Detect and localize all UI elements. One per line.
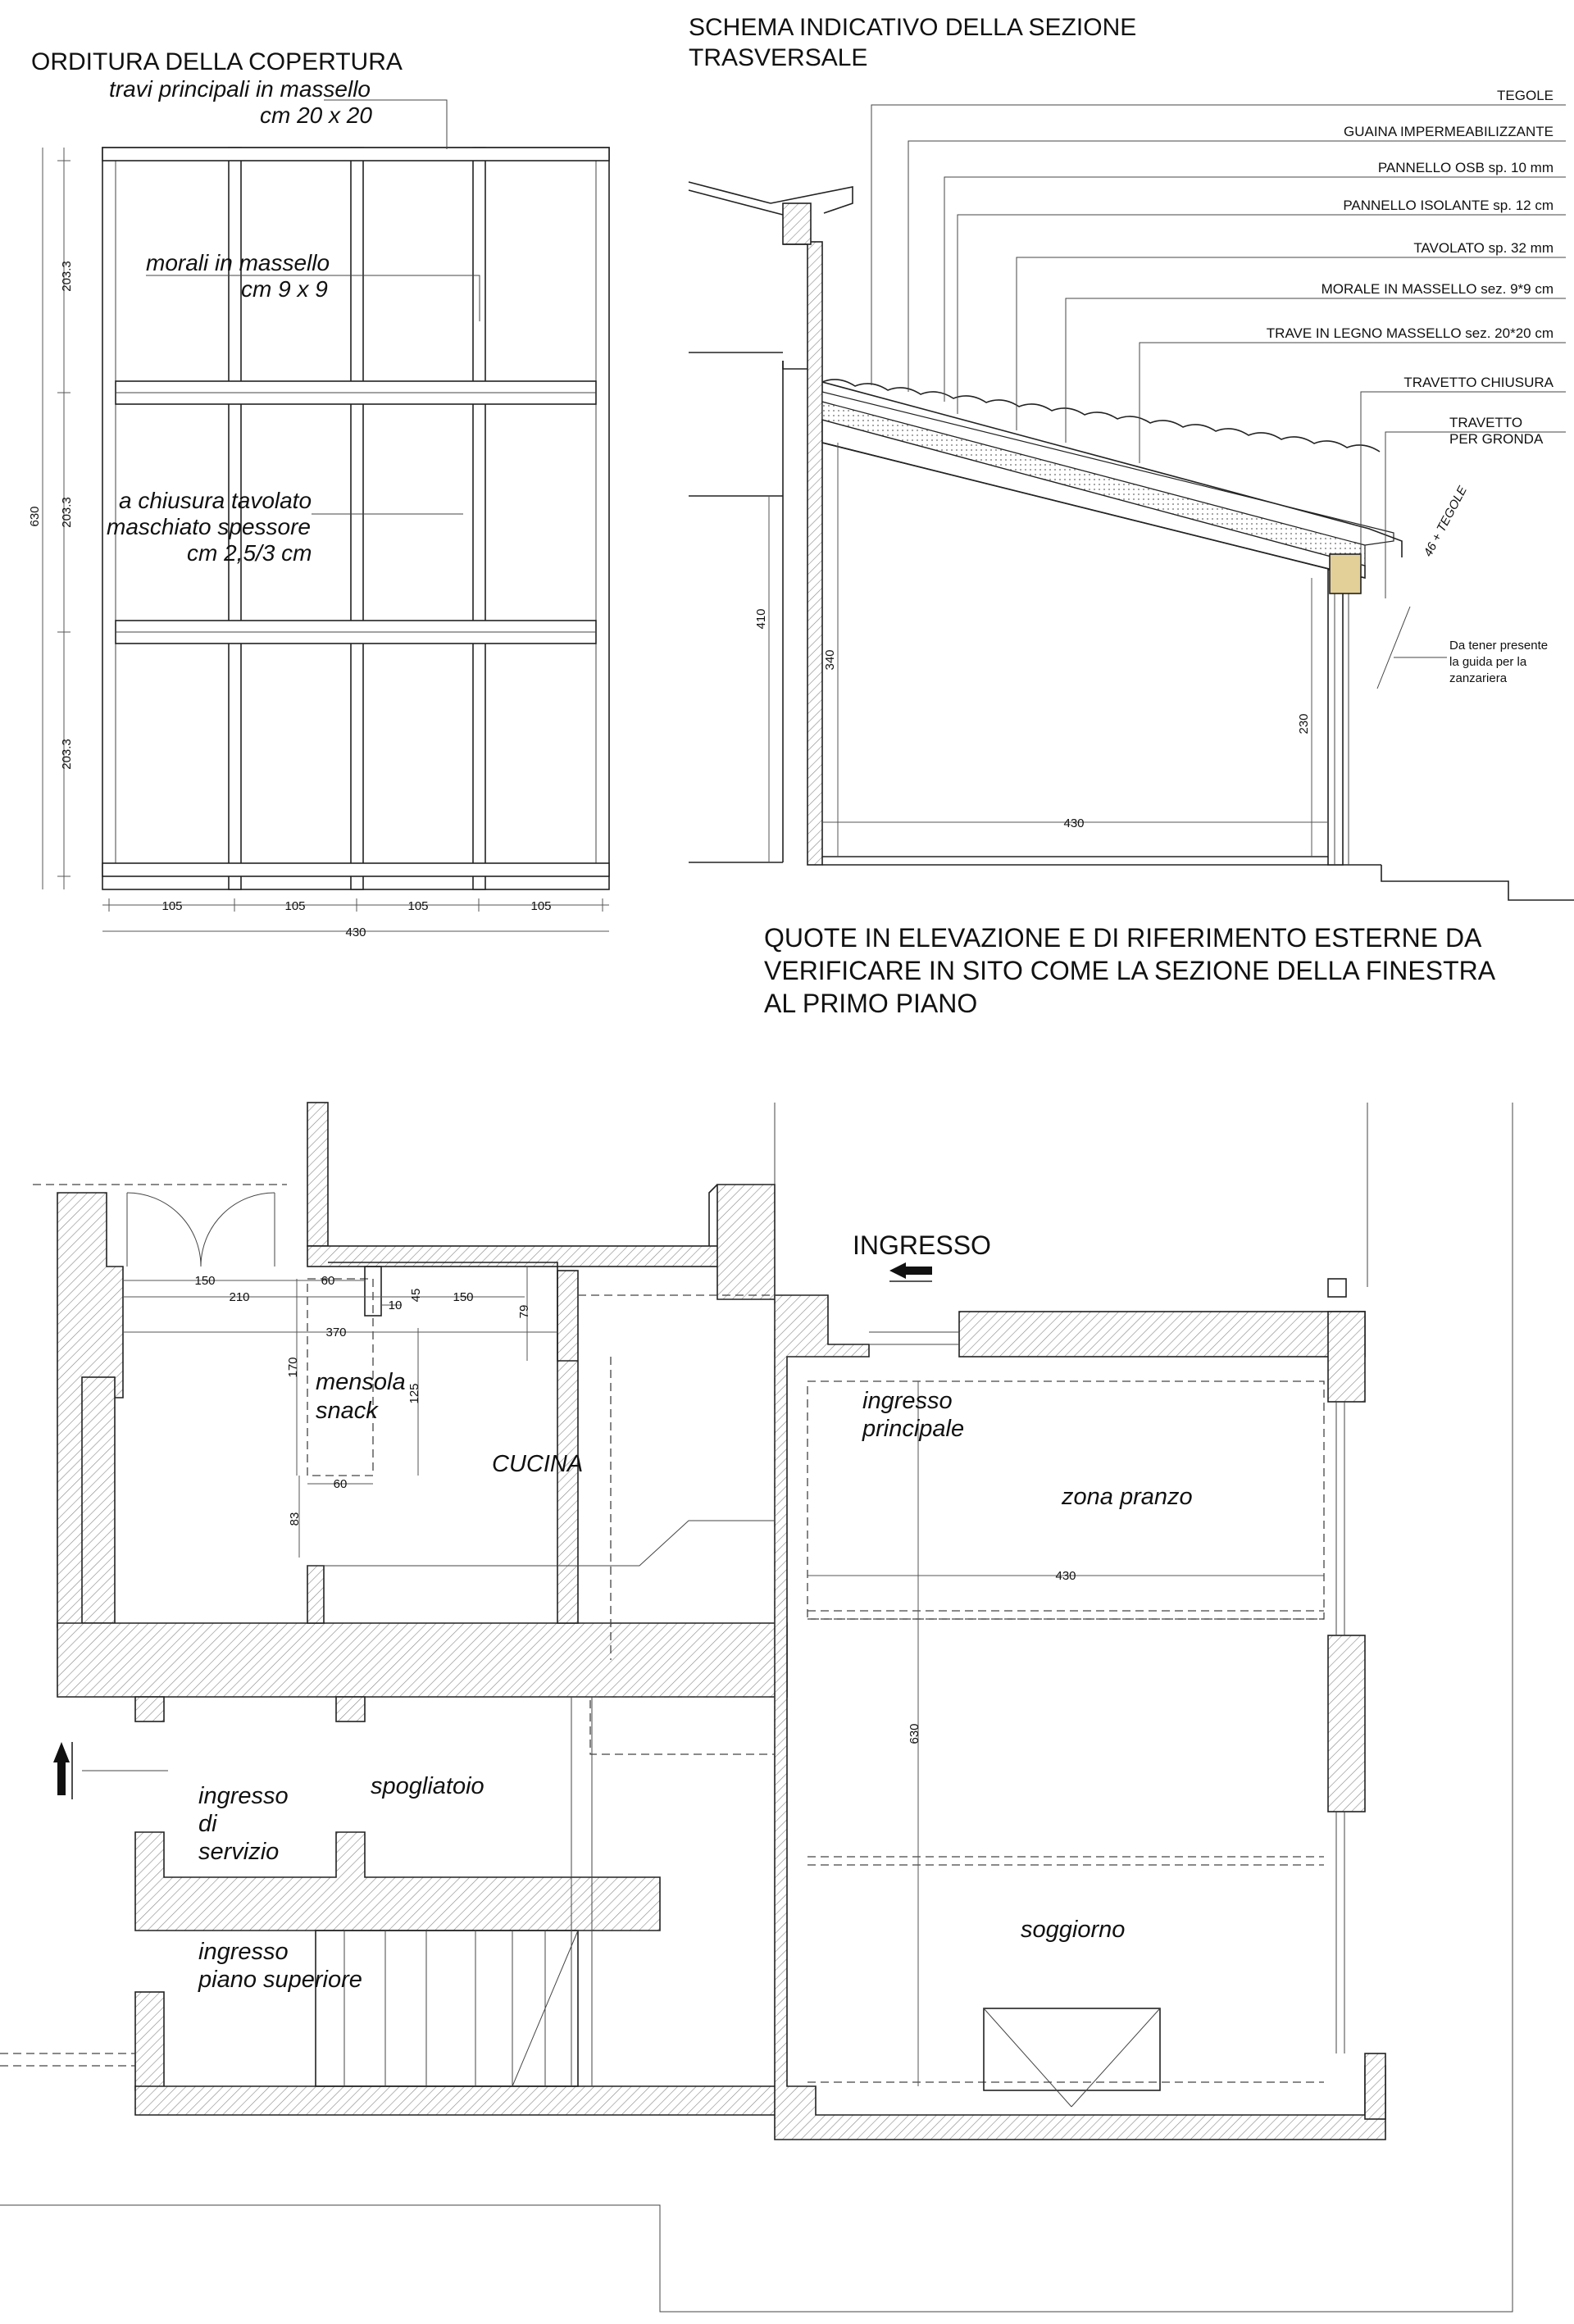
service-entrance-arrow bbox=[53, 1742, 168, 1799]
section-wall bbox=[807, 242, 822, 865]
layer-morale: MORALE IN MASSELLO sez. 9*9 cm bbox=[1321, 281, 1554, 297]
svg-text:79: 79 bbox=[517, 1304, 531, 1319]
gutter-label-2: PER GRONDA bbox=[1449, 431, 1544, 447]
room-ingresso-principale-1: ingresso bbox=[862, 1388, 953, 1414]
svg-text:150: 150 bbox=[194, 1274, 216, 1288]
screen-note-1: Da tener presente bbox=[1449, 639, 1549, 653]
svg-text:210: 210 bbox=[229, 1290, 250, 1304]
beam-note-1: travi principali in massello bbox=[109, 76, 371, 102]
room-superiore-1: ingresso bbox=[198, 1939, 289, 1965]
main-entrance-arrow bbox=[889, 1262, 932, 1281]
joist-note-2: cm 9 x 9 bbox=[241, 276, 328, 302]
beam-note-2: cm 20 x 20 bbox=[260, 102, 372, 128]
section-title-1: SCHEMA INDICATIVO DELLA SEZIONE bbox=[689, 14, 1137, 41]
svg-text:430: 430 bbox=[1055, 1569, 1076, 1583]
svg-text:10: 10 bbox=[388, 1298, 403, 1312]
svg-text:QUOTE IN ELEVAZIONE E DI RIFER: QUOTE IN ELEVAZIONE E DI RIFERIMENTO ESTERNE DA bbox=[764, 923, 1482, 953]
room-mensola-1: mensola bbox=[316, 1369, 406, 1395]
room-servizio-1: ingresso bbox=[198, 1783, 289, 1809]
entrance-label: INGRESSO bbox=[853, 1230, 991, 1260]
layer-osb: PANNELLO OSB sp. 10 mm bbox=[1377, 160, 1554, 175]
roof-plan-title: ORDITURA DELLA COPERTURA bbox=[31, 48, 403, 75]
screen-note-3: zanzariera bbox=[1449, 671, 1508, 685]
svg-text:VERIFICARE IN SITO COME LA SEZ: VERIFICARE IN SITO COME LA SEZIONE DELLA FINESTRA bbox=[764, 956, 1496, 985]
roof-framing-plan bbox=[28, 48, 609, 939]
svg-text:430: 430 bbox=[345, 926, 366, 939]
gutter-label-1: TRAVETTO bbox=[1449, 415, 1523, 430]
room-mensola-2: snack bbox=[316, 1398, 378, 1424]
svg-text:340: 340 bbox=[823, 649, 837, 671]
room-spogliatoio: spogliatoio bbox=[371, 1773, 484, 1799]
room-servizio-3: servizio bbox=[198, 1839, 280, 1865]
board-note-2: maschiato spessore bbox=[107, 514, 312, 539]
svg-text:430: 430 bbox=[1063, 816, 1085, 830]
roof-section bbox=[689, 14, 1574, 900]
joist-note-1: morali in massello bbox=[146, 250, 330, 275]
svg-text:60: 60 bbox=[321, 1274, 335, 1288]
section-title-2: TRASVERSALE bbox=[689, 44, 868, 71]
floor-plan bbox=[0, 1103, 1513, 2312]
room-servizio-2: di bbox=[198, 1811, 217, 1837]
svg-text:630: 630 bbox=[28, 506, 42, 527]
layer-isolante: PANNELLO ISOLANTE sp. 12 cm bbox=[1343, 198, 1554, 213]
room-superiore-2: piano superiore bbox=[198, 1967, 362, 1993]
layer-guaina: GUAINA IMPERMEABILIZZANTE bbox=[1344, 124, 1554, 139]
gutter-beam bbox=[1330, 554, 1361, 594]
layer-tegole: TEGOLE bbox=[1497, 88, 1554, 103]
layer-travetto-chiusura: TRAVETTO CHIUSURA bbox=[1403, 375, 1554, 390]
svg-text:105: 105 bbox=[407, 899, 429, 913]
fireplace bbox=[984, 2008, 1160, 2090]
board-note-3: cm 2,5/3 cm bbox=[187, 540, 312, 566]
svg-text:230: 230 bbox=[1297, 713, 1311, 734]
svg-text:630: 630 bbox=[908, 1723, 921, 1744]
svg-text:370: 370 bbox=[325, 1326, 347, 1339]
svg-text:83: 83 bbox=[288, 1512, 302, 1526]
svg-text:203.3: 203.3 bbox=[60, 261, 74, 292]
site-verification-notice bbox=[764, 923, 1496, 1018]
layer-trave: TRAVE IN LEGNO MASSELLO sez. 20*20 cm bbox=[1266, 325, 1554, 341]
svg-text:105: 105 bbox=[161, 899, 183, 913]
layer-tavolato: TAVOLATO sp. 32 mm bbox=[1413, 240, 1554, 256]
tiles-note: 46 + TEGOLE bbox=[1421, 484, 1470, 559]
svg-text:410: 410 bbox=[754, 608, 768, 630]
svg-text:60: 60 bbox=[333, 1477, 348, 1491]
board-note-1: a chiusura tavolato bbox=[119, 488, 312, 513]
svg-text:170: 170 bbox=[286, 1357, 300, 1378]
svg-text:105: 105 bbox=[284, 899, 306, 913]
svg-text:203.3: 203.3 bbox=[60, 497, 74, 528]
room-cucina: CUCINA bbox=[492, 1451, 584, 1477]
room-soggiorno: soggiorno bbox=[1021, 1917, 1126, 1943]
screen-note-2: la guida per la bbox=[1449, 655, 1527, 669]
svg-text:105: 105 bbox=[530, 899, 552, 913]
svg-text:203.3: 203.3 bbox=[60, 739, 74, 770]
room-ingresso-principale-2: principale bbox=[862, 1416, 965, 1442]
svg-text:125: 125 bbox=[407, 1383, 421, 1404]
svg-text:150: 150 bbox=[453, 1290, 474, 1304]
svg-text:45: 45 bbox=[409, 1288, 423, 1303]
room-zona-pranzo: zona pranzo bbox=[1062, 1484, 1193, 1510]
svg-text:AL PRIMO PIANO: AL PRIMO PIANO bbox=[764, 989, 978, 1018]
